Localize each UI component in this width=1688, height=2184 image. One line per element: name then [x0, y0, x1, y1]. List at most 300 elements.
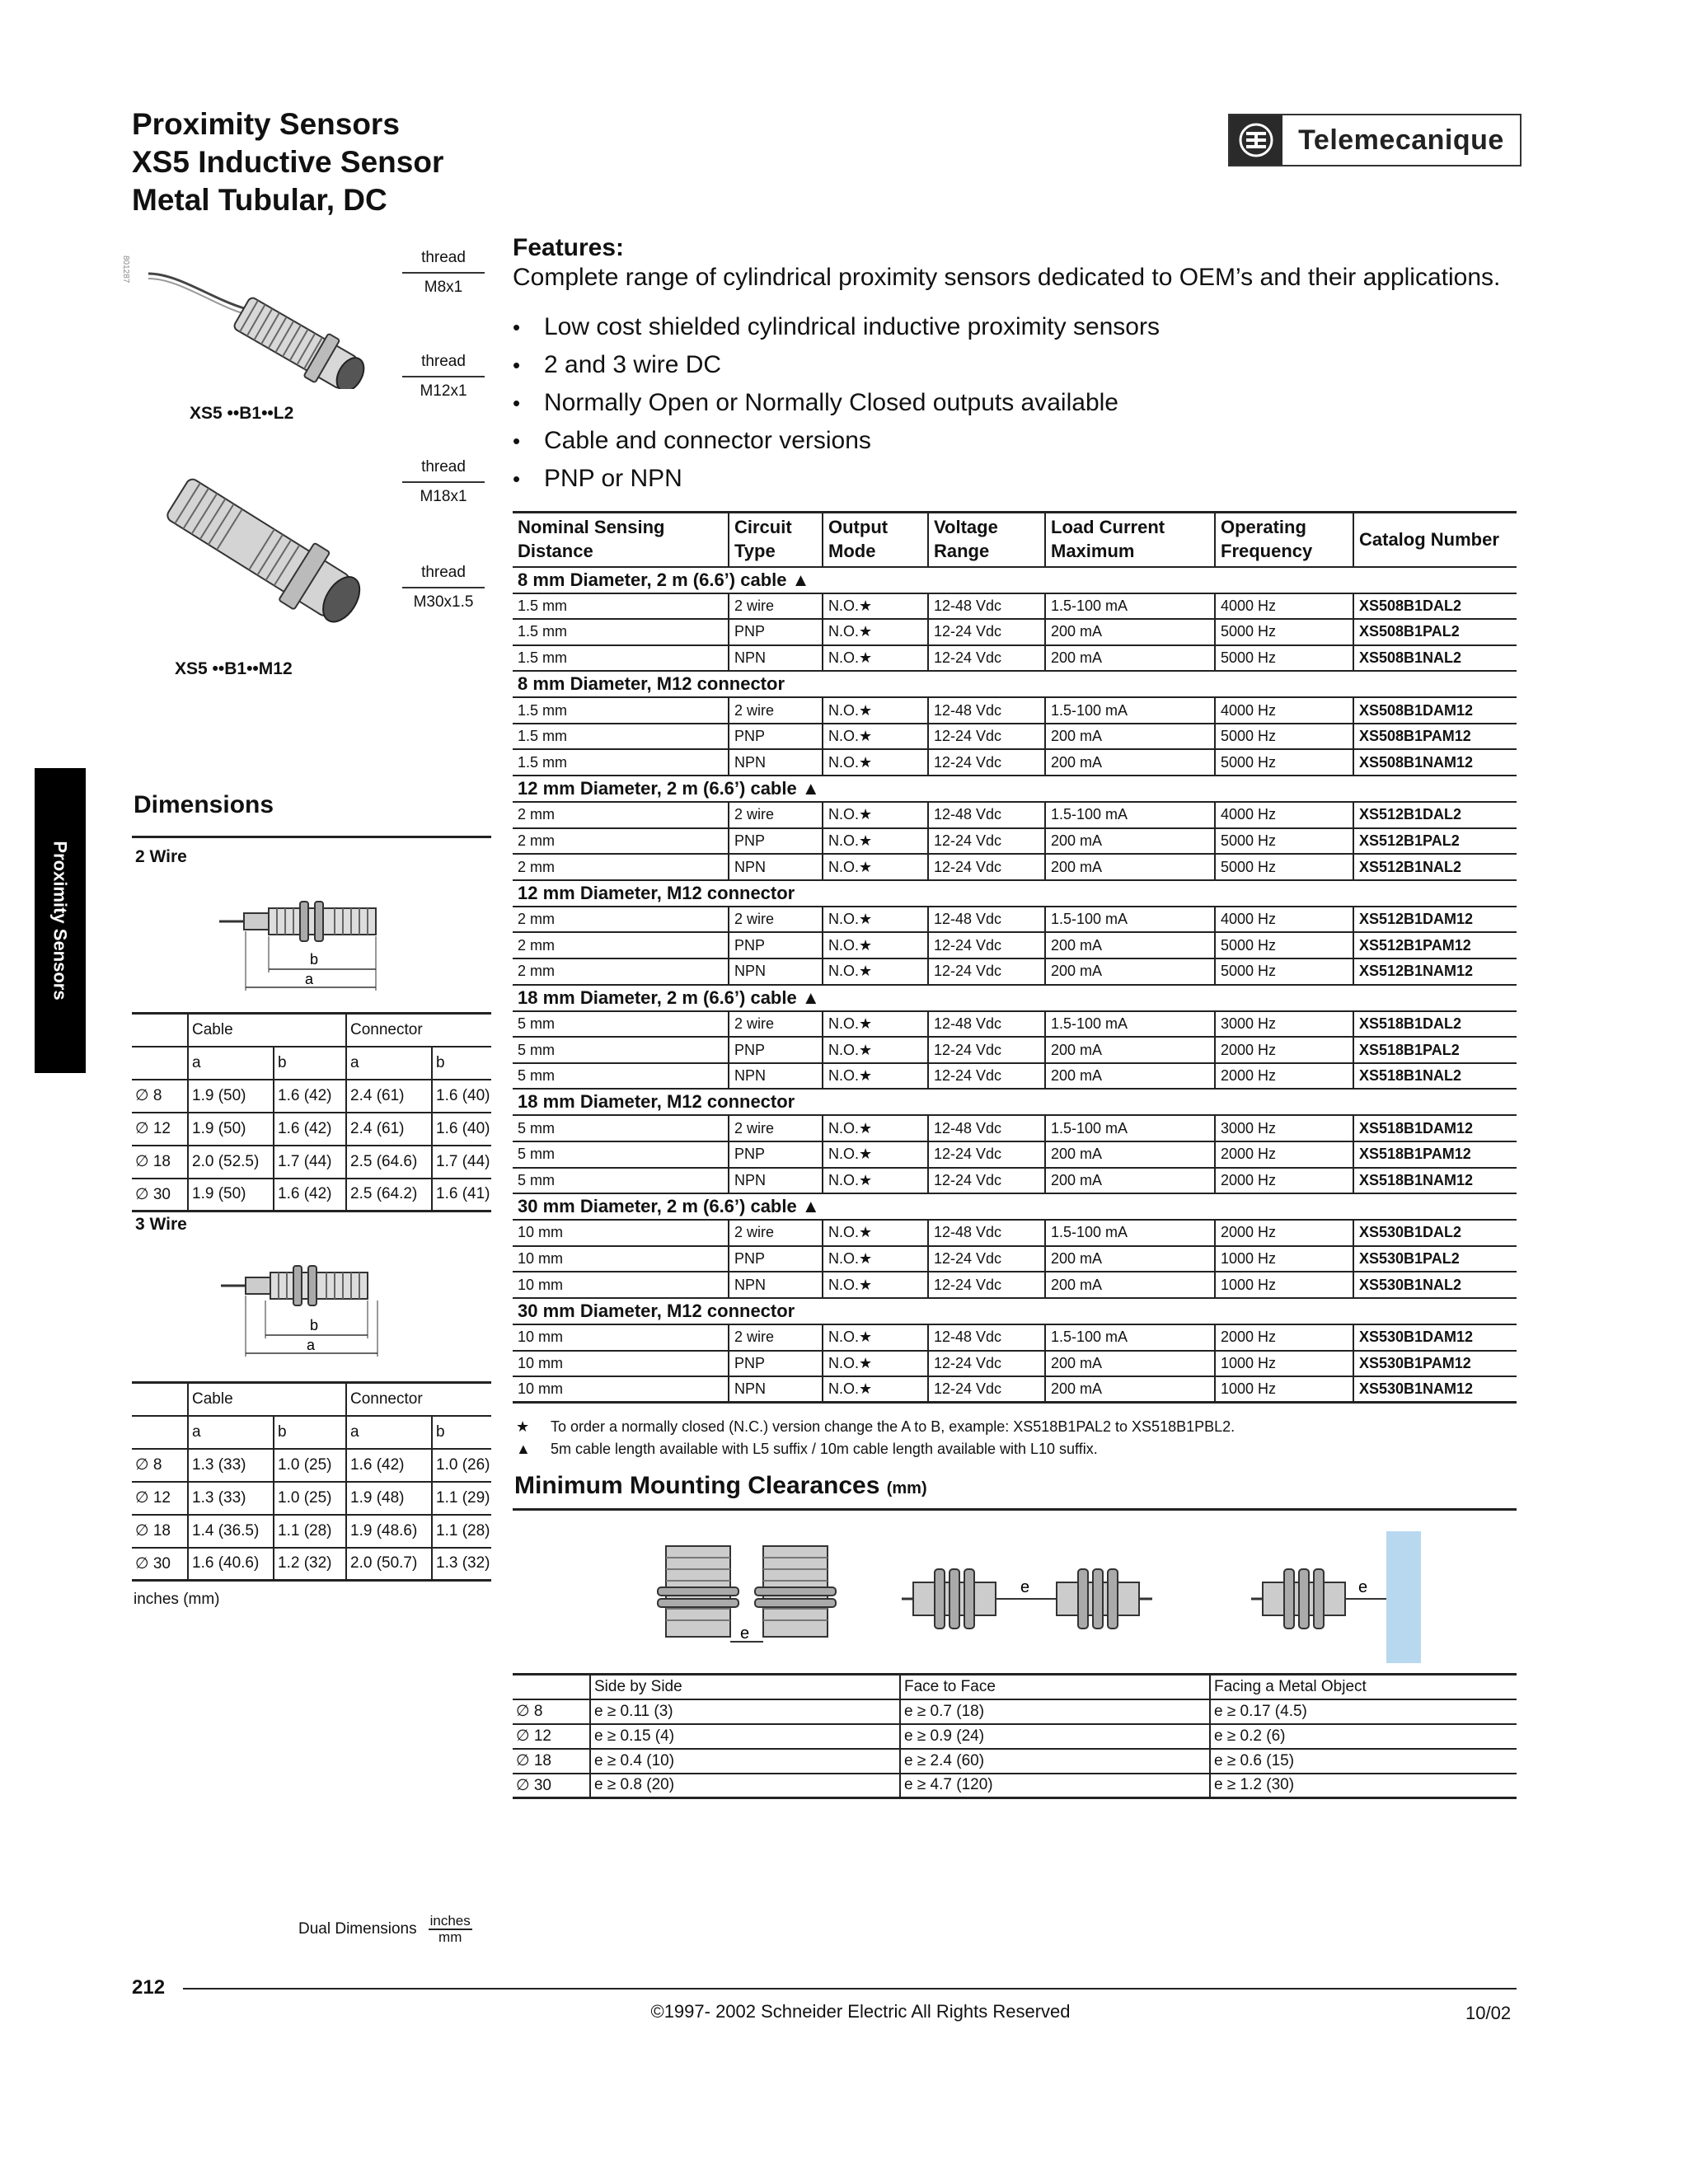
table-cell: 10 mm [513, 1272, 729, 1298]
table-row [513, 854, 1517, 880]
group-header-row [513, 880, 1517, 907]
table-header-row [513, 1675, 1517, 1699]
table-cell: 1.3 (32) [432, 1548, 491, 1581]
clearances-title: Minimum Mounting Clearances (mm) [514, 1472, 927, 1499]
table-cell: 1000 Hz [1215, 1272, 1353, 1298]
table-row [513, 1699, 1517, 1724]
table-cell: 4000 Hz [1215, 697, 1353, 724]
table-cell: 1.5 mm [513, 697, 729, 724]
table-cell: 1.5 mm [513, 619, 729, 645]
divider [132, 836, 491, 838]
title-line: Metal Tubular, DC [132, 183, 387, 217]
table-cell: 200 mA [1045, 1141, 1215, 1168]
table-cell: 1.6 (40) [432, 1113, 491, 1146]
table-cell: N.O.★ [823, 1011, 928, 1038]
table-cell: 2 mm [513, 854, 729, 880]
table-cell: Side by Side [590, 1675, 900, 1699]
table-cell: 1.3 (33) [188, 1449, 274, 1482]
table-cell [132, 1383, 188, 1416]
table-cell: 2000 Hz [1215, 1168, 1353, 1194]
table-cell: NPN [729, 1168, 823, 1194]
table-cell: XS508B1NAL2 [1353, 645, 1517, 672]
table-row [513, 1141, 1517, 1168]
table-cell: 1.5 mm [513, 724, 729, 750]
three-wire-dimension-diagram [216, 1256, 389, 1363]
list-item: • 2 and 3 wire DC [513, 351, 722, 378]
issue-date: 10/02 [1465, 2003, 1512, 2023]
connector-sensor-image [138, 466, 394, 640]
table-row [513, 932, 1517, 958]
table-cell: 2.4 (61) [346, 1080, 432, 1113]
table-cell [132, 1416, 188, 1449]
table-cell: 1.0 (26) [432, 1449, 491, 1482]
group-title: 18 mm Diameter, M12 connector [513, 1089, 1517, 1115]
table-cell: 1000 Hz [1215, 1376, 1353, 1403]
table-row [132, 1515, 491, 1548]
table-row [513, 958, 1517, 985]
table-cell: 3000 Hz [1215, 1011, 1353, 1038]
table-cell: 2000 Hz [1215, 1220, 1353, 1246]
table-cell: 2.0 (50.7) [346, 1548, 432, 1581]
table-cell: 5000 Hz [1215, 854, 1353, 880]
table-cell: XS512B1PAL2 [1353, 828, 1517, 855]
table-cell: XS518B1PAL2 [1353, 1037, 1517, 1063]
thread-label-m18: thread M18x1 [402, 458, 485, 506]
table-cell: ∅ 30 [132, 1179, 188, 1212]
group-header-row [513, 1298, 1517, 1324]
table-cell: PNP [729, 1351, 823, 1377]
table-cell: 2 mm [513, 802, 729, 828]
table-cell: 1.5-100 mA [1045, 1115, 1215, 1141]
clearances-table [513, 1673, 1517, 1799]
two-wire-dimensions-table [132, 1012, 491, 1212]
table-cell: XS512B1NAL2 [1353, 854, 1517, 880]
table-cell: 200 mA [1045, 854, 1215, 880]
table-cell: PNP [729, 619, 823, 645]
table-cell: ∅ 8 [513, 1699, 590, 1724]
table-cell: 200 mA [1045, 1376, 1215, 1403]
table-cell: 12-48 Vdc [928, 1324, 1045, 1351]
table-cell: 1.5-100 mA [1045, 802, 1215, 828]
table-cell: b [432, 1416, 491, 1449]
group-title: 18 mm Diameter, 2 m (6.6’) cable ▲ [513, 985, 1517, 1011]
table-cell: e ≥ 0.9 (24) [900, 1724, 1210, 1749]
table-cell: 200 mA [1045, 1063, 1215, 1090]
table-cell: 1.7 (44) [274, 1146, 346, 1179]
table-cell: 5 mm [513, 1011, 729, 1038]
table-cell: PNP [729, 828, 823, 855]
table-cell: 2.0 (52.5) [188, 1146, 274, 1179]
cable-sensor-image [145, 257, 392, 389]
table-cell: 1.6 (42) [346, 1449, 432, 1482]
table-cell: 1.0 (25) [274, 1482, 346, 1515]
dual-dimensions-key [298, 1914, 472, 1945]
table-cell: N.O.★ [823, 749, 928, 776]
table-cell: 200 mA [1045, 749, 1215, 776]
table-cell: 1.9 (50) [188, 1113, 274, 1146]
table-cell: XS530B1PAM12 [1353, 1351, 1517, 1377]
features-intro: Complete range of cylindrical proximity sensors dedicated to OEM’s and their applications. [513, 264, 1501, 291]
table-cell: 200 mA [1045, 1168, 1215, 1194]
table-cell: 200 mA [1045, 958, 1215, 985]
table-cell: XS508B1PAL2 [1353, 619, 1517, 645]
column-header: Catalog Number [1353, 513, 1517, 567]
features-list [513, 308, 1160, 498]
group-header-row [513, 776, 1517, 802]
table-cell: XS530B1PAL2 [1353, 1246, 1517, 1272]
section-side-tab[interactable] [35, 768, 86, 1073]
table-cell: 10 mm [513, 1324, 729, 1351]
list-item: • Low cost shielded cylindrical inductive proximity sensors [513, 313, 1160, 340]
table-row [132, 1080, 491, 1113]
table-cell: 1.6 (42) [274, 1113, 346, 1146]
table-row [513, 1724, 1517, 1749]
table-cell: 12-48 Vdc [928, 802, 1045, 828]
table-cell: 1000 Hz [1215, 1351, 1353, 1377]
dimension-label-a: a [305, 971, 314, 987]
table-cell: XS518B1NAM12 [1353, 1168, 1517, 1194]
units-note: inches (mm) [134, 1591, 220, 1608]
table-cell: 12-24 Vdc [928, 958, 1045, 985]
table-cell: 1.5 mm [513, 645, 729, 672]
table-cell: 2000 Hz [1215, 1037, 1353, 1063]
table-cell: 1000 Hz [1215, 1246, 1353, 1272]
diagram-label: e [1358, 1578, 1368, 1596]
table-cell: ∅ 30 [132, 1548, 188, 1581]
table-cell: 2 wire [729, 907, 823, 933]
table-cell: ∅ 30 [513, 1774, 590, 1798]
table-cell: 2.5 (64.6) [346, 1146, 432, 1179]
table-cell: 1.4 (36.5) [188, 1515, 274, 1548]
table-cell: N.O.★ [823, 645, 928, 672]
table-cell: N.O.★ [823, 593, 928, 620]
table-cell: 2000 Hz [1215, 1324, 1353, 1351]
table-cell: N.O.★ [823, 1063, 928, 1090]
table-row [513, 1272, 1517, 1298]
table-cell: N.O.★ [823, 958, 928, 985]
connector-sensor-caption: XS5 ••B1••M12 [175, 659, 293, 678]
table-cell: 12-24 Vdc [928, 1063, 1045, 1090]
table-cell: 2 mm [513, 958, 729, 985]
table-cell: N.O.★ [823, 907, 928, 933]
features-title: Features: [513, 234, 625, 261]
table-row [132, 1113, 491, 1146]
dimension-label-a: a [307, 1337, 316, 1353]
table-cell: 12-24 Vdc [928, 1037, 1045, 1063]
cable-sensor-caption: XS5 ••B1••L2 [190, 404, 294, 423]
divider [183, 1988, 1517, 1990]
table-cell: e ≥ 2.4 (60) [900, 1749, 1210, 1774]
table-row [513, 1749, 1517, 1774]
dimension-label-b: b [310, 951, 319, 968]
table-cell: NPN [729, 1063, 823, 1090]
table-cell: 4000 Hz [1215, 907, 1353, 933]
table-cell: 12-24 Vdc [928, 1272, 1045, 1298]
group-header-row [513, 1193, 1517, 1220]
table-cell: N.O.★ [823, 1037, 928, 1063]
table-cell: 12-48 Vdc [928, 1115, 1045, 1141]
table-cell: ∅ 12 [132, 1482, 188, 1515]
table-cell: 200 mA [1045, 828, 1215, 855]
table-cell: N.O.★ [823, 1272, 928, 1298]
two-wire-dimension-diagram [214, 890, 387, 997]
table-row [513, 724, 1517, 750]
table-cell: e ≥ 0.11 (3) [590, 1699, 900, 1724]
table-cell: 1.5 mm [513, 593, 729, 620]
table-cell: N.O.★ [823, 1324, 928, 1351]
table-cell: Connector [346, 1383, 432, 1416]
table-row [132, 1179, 491, 1212]
table-cell: 10 mm [513, 1220, 729, 1246]
table-cell: 1.5-100 mA [1045, 1011, 1215, 1038]
table-cell: 5 mm [513, 1063, 729, 1090]
group-title: 8 mm Diameter, M12 connector [513, 671, 1517, 697]
table-cell: a [346, 1047, 432, 1080]
table-cell [513, 1675, 590, 1699]
table-cell: 12-24 Vdc [928, 1376, 1045, 1403]
title-line: XS5 Inductive Sensor [132, 145, 444, 179]
table-cell: 5000 Hz [1215, 724, 1353, 750]
table-row [513, 1168, 1517, 1194]
table-cell: 1.6 (42) [274, 1179, 346, 1212]
table-cell: 200 mA [1045, 932, 1215, 958]
table-cell [432, 1383, 491, 1416]
table-cell: NPN [729, 645, 823, 672]
table-cell: PNP [729, 1141, 823, 1168]
table-cell: Face to Face [900, 1675, 1210, 1699]
thread-label-m12: thread M12x1 [402, 353, 485, 401]
list-item: • PNP or NPN [513, 465, 682, 492]
table-cell: 12-24 Vdc [928, 1141, 1045, 1168]
table-cell: N.O.★ [823, 932, 928, 958]
table-cell: b [274, 1047, 346, 1080]
column-header: Output Mode [823, 513, 928, 567]
table-cell: a [188, 1416, 274, 1449]
table-cell: 1.5 mm [513, 749, 729, 776]
table-header-row [513, 513, 1517, 567]
table-row [513, 907, 1517, 933]
table-cell: 12-48 Vdc [928, 1011, 1045, 1038]
table-cell: b [274, 1416, 346, 1449]
image-code: 801287 [121, 255, 130, 284]
table-cell: N.O.★ [823, 1376, 928, 1403]
table-cell: ∅ 12 [132, 1113, 188, 1146]
table-cell: ∅ 18 [513, 1749, 590, 1774]
table-cell [132, 1047, 188, 1080]
table-cell: Facing a Metal Object [1210, 1675, 1517, 1699]
table-cell: 1.7 (44) [432, 1146, 491, 1179]
table-cell: 2 wire [729, 1011, 823, 1038]
catalog-table-body [513, 567, 1517, 1403]
side-tab-label: Proximity Sensors [50, 841, 71, 1001]
table-cell: NPN [729, 1376, 823, 1403]
table-cell [274, 1014, 346, 1047]
table-cell: 2000 Hz [1215, 1141, 1353, 1168]
table-cell: 12-24 Vdc [928, 619, 1045, 645]
table-cell: 1.3 (33) [188, 1482, 274, 1515]
table-row [513, 1324, 1517, 1351]
table-cell: e ≥ 0.8 (20) [590, 1774, 900, 1798]
table-cell: XS530B1NAM12 [1353, 1376, 1517, 1403]
table-cell: ∅ 18 [132, 1146, 188, 1179]
table-cell: 12-48 Vdc [928, 1220, 1045, 1246]
table-cell: 5000 Hz [1215, 619, 1353, 645]
table-cell: XS512B1NAM12 [1353, 958, 1517, 985]
table-cell: 2 wire [729, 1220, 823, 1246]
face-to-face-diagram [902, 1549, 1174, 1648]
table-cell: 5000 Hz [1215, 645, 1353, 672]
table-cell: 200 mA [1045, 1246, 1215, 1272]
table-cell: 12-24 Vdc [928, 724, 1045, 750]
table-row [513, 1220, 1517, 1246]
table-cell: e ≥ 0.2 (6) [1210, 1724, 1517, 1749]
table-cell: XS530B1NAL2 [1353, 1272, 1517, 1298]
table-cell: N.O.★ [823, 1168, 928, 1194]
table-cell: 1.5-100 mA [1045, 1220, 1215, 1246]
three-wire-label: 3 Wire [135, 1215, 187, 1234]
page-number: 212 [132, 1976, 166, 1999]
side-by-side-diagram [643, 1533, 857, 1657]
table-cell: 1.1 (29) [432, 1482, 491, 1515]
table-row [132, 1146, 491, 1179]
table-row [513, 1011, 1517, 1038]
table-row [513, 1063, 1517, 1090]
table-row [513, 749, 1517, 776]
table-cell: a [346, 1416, 432, 1449]
table-row [513, 645, 1517, 672]
table-cell: 200 mA [1045, 1272, 1215, 1298]
table-cell: 2 wire [729, 802, 823, 828]
table-cell: 2 mm [513, 828, 729, 855]
table-cell: 12-24 Vdc [928, 932, 1045, 958]
table-row [513, 1351, 1517, 1377]
table-cell: 2.4 (61) [346, 1113, 432, 1146]
group-header-row [513, 671, 1517, 697]
table-cell: 2 wire [729, 1115, 823, 1141]
table-cell: NPN [729, 958, 823, 985]
table-cell: 5000 Hz [1215, 958, 1353, 985]
group-title: 12 mm Diameter, M12 connector [513, 880, 1517, 907]
table-cell: 12-24 Vdc [928, 854, 1045, 880]
table-cell: e ≥ 0.6 (15) [1210, 1749, 1517, 1774]
table-cell: Connector [346, 1014, 432, 1047]
table-cell: e ≥ 0.15 (4) [590, 1724, 900, 1749]
table-cell: XS508B1PAM12 [1353, 724, 1517, 750]
group-title: 8 mm Diameter, 2 m (6.6’) cable ▲ [513, 567, 1517, 593]
table-cell: NPN [729, 854, 823, 880]
table-cell: XS508B1DAM12 [1353, 697, 1517, 724]
table-cell: 1.9 (48) [346, 1482, 432, 1515]
table-cell: e ≥ 0.17 (4.5) [1210, 1699, 1517, 1724]
table-cell: XS508B1DAL2 [1353, 593, 1517, 620]
thread-label-m30: thread M30x1.5 [402, 564, 485, 612]
table-cell [432, 1014, 491, 1047]
table-cell: 1.6 (41) [432, 1179, 491, 1212]
table-cell: 1.9 (48.6) [346, 1515, 432, 1548]
table-cell: N.O.★ [823, 1351, 928, 1377]
column-header: Nominal Sensing Distance [518, 517, 665, 561]
table-row [132, 1482, 491, 1515]
brand-mark-icon [1230, 115, 1282, 165]
table-cell: 1.6 (40) [432, 1080, 491, 1113]
table-row [513, 593, 1517, 620]
table-cell: 5 mm [513, 1168, 729, 1194]
table-cell: N.O.★ [823, 854, 928, 880]
table-cell: 200 mA [1045, 645, 1215, 672]
table-cell: 12-24 Vdc [928, 1351, 1045, 1377]
table-cell: 1.1 (28) [274, 1515, 346, 1548]
table-cell: XS512B1DAM12 [1353, 907, 1517, 933]
table-cell: XS518B1NAL2 [1353, 1063, 1517, 1090]
table-cell: Cable [188, 1383, 274, 1416]
table-cell: 1.5-100 mA [1045, 1324, 1215, 1351]
table-cell: 2 mm [513, 932, 729, 958]
table-cell: 12-48 Vdc [928, 593, 1045, 620]
table-cell: 1.6 (40.6) [188, 1548, 274, 1581]
page-title [132, 105, 874, 219]
table-cell: 1.5-100 mA [1045, 593, 1215, 620]
table-cell: 1.5-100 mA [1045, 697, 1215, 724]
brand-logo [1228, 114, 1522, 166]
column-header: Operating Frequency [1215, 513, 1353, 567]
list-item: • Normally Open or Normally Closed outputs available [513, 389, 1118, 416]
table-cell: e ≥ 1.2 (30) [1210, 1774, 1517, 1798]
table-cell: e ≥ 0.4 (10) [590, 1749, 900, 1774]
table-cell: Cable [188, 1014, 274, 1047]
dual-dimensions-fraction: $\frac{\text{inches}}{mm}$ [429, 1913, 471, 1945]
footnote: ▲ 5m cable length available with L5 suffix / 10m cable length available with L10 suffix. [516, 1441, 1098, 1457]
table-cell: XS512B1DAL2 [1353, 802, 1517, 828]
facing-metal-diagram [1251, 1531, 1432, 1663]
two-wire-label: 2 Wire [135, 847, 187, 866]
table-row [513, 1246, 1517, 1272]
table-row [513, 1115, 1517, 1141]
table-cell: 200 mA [1045, 1351, 1215, 1377]
table-cell: ∅ 18 [132, 1515, 188, 1548]
table-cell: PNP [729, 1037, 823, 1063]
table-cell: 5 mm [513, 1141, 729, 1168]
table-cell: 5000 Hz [1215, 828, 1353, 855]
table-cell: XS530B1DAL2 [1353, 1220, 1517, 1246]
group-header-row [513, 1089, 1517, 1115]
table-cell: PNP [729, 724, 823, 750]
table-cell: XS518B1PAM12 [1353, 1141, 1517, 1168]
table-cell: 12-24 Vdc [928, 645, 1045, 672]
table-cell: 3000 Hz [1215, 1115, 1353, 1141]
table-cell: 1.5-100 mA [1045, 907, 1215, 933]
table-row [132, 1449, 491, 1482]
table-cell: 200 mA [1045, 1037, 1215, 1063]
table-cell: N.O.★ [823, 1246, 928, 1272]
table-row [132, 1548, 491, 1581]
footnote: ★ To order a normally closed (N.C.) version change the A to B, example: XS518B1PAL2 to XS518B1PBL2. [516, 1418, 1236, 1435]
diagram-label: e [1020, 1578, 1030, 1596]
table-cell: PNP [729, 932, 823, 958]
table-cell: 1.9 (50) [188, 1179, 274, 1212]
table-cell: 5000 Hz [1215, 932, 1353, 958]
group-title: 12 mm Diameter, 2 m (6.6’) cable ▲ [513, 776, 1517, 802]
table-cell: 2 mm [513, 907, 729, 933]
dimensions-title: Dimensions [134, 791, 274, 818]
table-cell: e ≥ 0.7 (18) [900, 1699, 1210, 1724]
table-cell: 12-24 Vdc [928, 749, 1045, 776]
table-cell [132, 1014, 188, 1047]
table-cell: 2.5 (64.2) [346, 1179, 432, 1212]
table-cell: ∅ 8 [132, 1080, 188, 1113]
table-row [513, 1774, 1517, 1798]
table-cell: 12-24 Vdc [928, 1168, 1045, 1194]
dimension-label-b: b [310, 1317, 319, 1333]
